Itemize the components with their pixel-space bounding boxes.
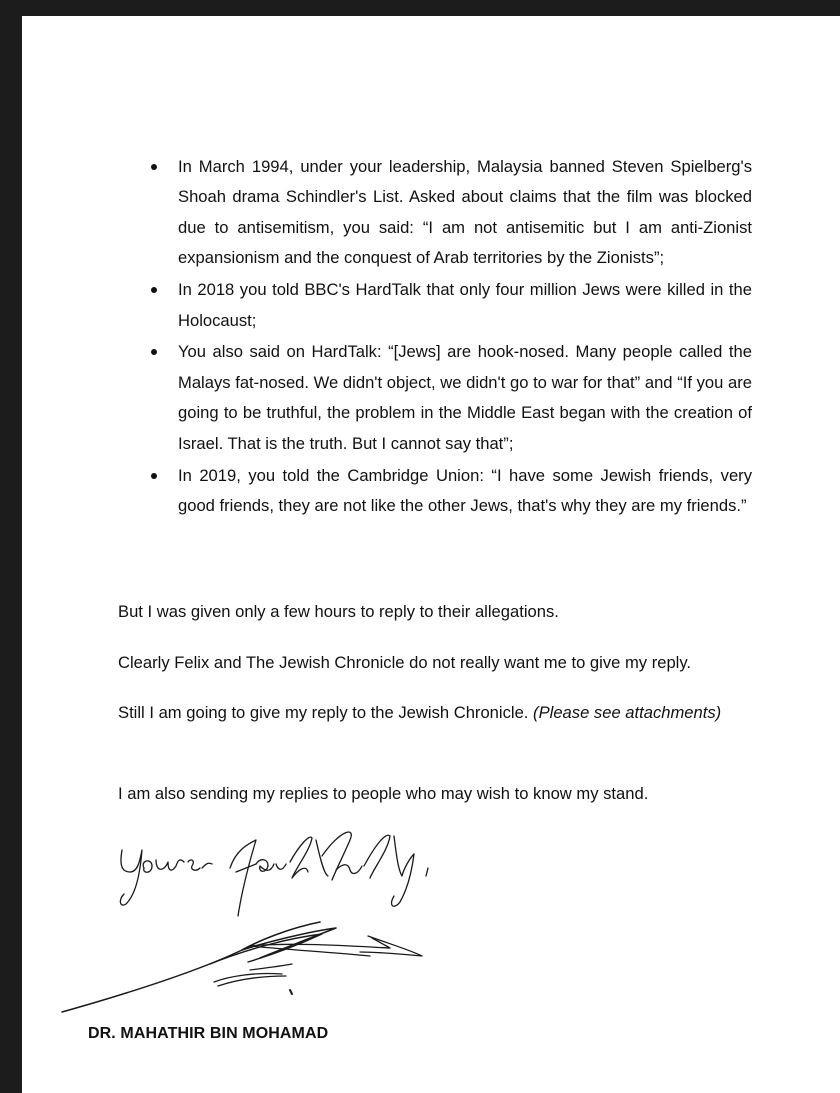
attachments-note: (Please see attachments) — [533, 703, 722, 722]
list-item: You also said on HardTalk: “[Jews] are hook-nosed. Many people called the Malays fat-nosed. We didn't object, we didn't go to war for that” and “If you are going to be truthful, the problem in the Middle East began with the creation of Israel. That is the truth. But I cannot say that”; — [178, 337, 752, 459]
paragraph-sending-replies: I am also sending my replies to people who may wish to know my stand. — [118, 784, 649, 803]
paragraph-still-reply-text: Still I am going to give my reply to the Jewish Chronicle. — [118, 703, 529, 722]
list-item: In 2019, you told the Cambridge Union: “I have some Jewish friends, very good friends, they are not like the other Jews, that's why they are my friends.” — [178, 461, 752, 522]
list-item: In March 1994, under your leadership, Malaysia banned Steven Spielberg's Shoah drama Schindler's List. Asked about claims that the film was blocked due to antisemitism, you said: “I am not antisemitic but I am anti-Zionist expansionism and the conquest of Arab territories by the Zionists”; — [178, 152, 752, 274]
paragraph-clearly: Clearly Felix and The Jewish Chronicle do not really want me to give my reply. — [118, 653, 692, 672]
handwritten-signature — [60, 830, 460, 1030]
paragraph-still-reply — [118, 698, 750, 727]
allegations-list — [178, 152, 752, 523]
signatory-name: DR. MAHATHIR BIN MOHAMAD — [88, 1025, 329, 1042]
list-item: In 2018 you told BBC's HardTalk that only four million Jews were killed in the Holocaust; — [178, 275, 752, 336]
paragraph-reply-time: But I was given only a few hours to reply to their allegations. — [118, 602, 559, 621]
